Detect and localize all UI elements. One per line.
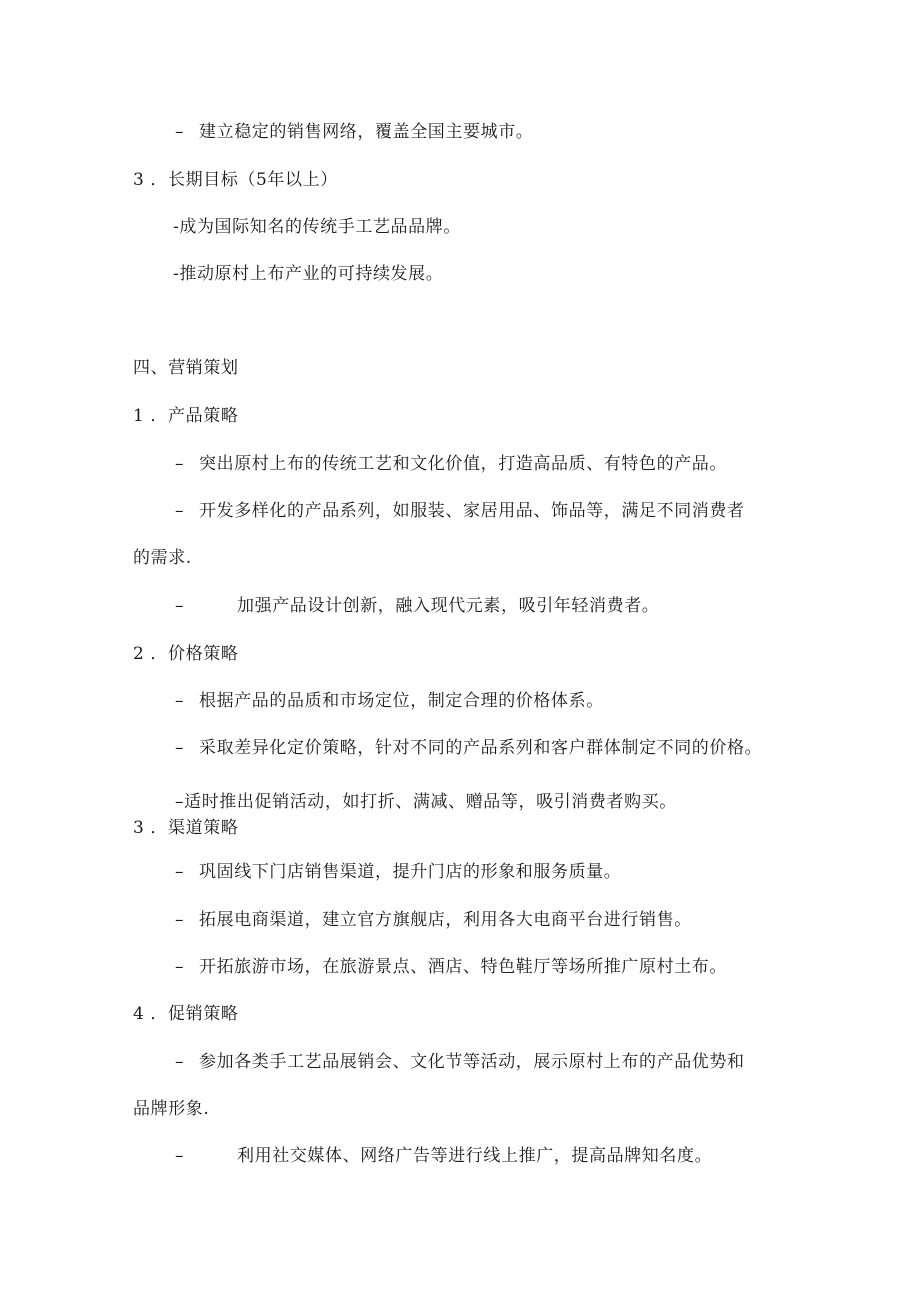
- line-text: 巩固线下门店销售渠道，提升门店的形象和服务质量。: [199, 862, 622, 882]
- bullet-sustainable-development: -推动原村上布产业的可持续发展。: [173, 264, 444, 284]
- bullet-promotions: –适时推出促销活动，如打折、满减、赠品等，吸引消费者购买。: [175, 792, 677, 812]
- line-text: 采取差异化定价策略，针对不同的产品系列和客户群体制定不同的价格。: [199, 738, 763, 758]
- line-text: 拓展电商渠道，建立官方旗舰店，利用各大电商平台进行销售。: [199, 910, 692, 930]
- dash-marker: –: [175, 501, 185, 521]
- dash-marker: –: [175, 122, 185, 142]
- line-text: 参加各类手工艺品展销会、文化节等活动，展示原村上布的产品优势和: [199, 1052, 745, 1072]
- line-text: 开拓旅游市场，在旅游景点、酒店、特色鞋厅等场所推广原村土布。: [199, 957, 727, 977]
- dash-marker: –: [175, 1146, 185, 1166]
- bullet-tourism-market: [175, 956, 727, 978]
- bullet-product-series: [175, 500, 745, 522]
- bullet-design-innovation: [175, 595, 659, 617]
- bullet-ecommerce: [175, 909, 692, 931]
- bullet-international-brand: -成为国际知名的传统手工艺品品牌。: [173, 217, 461, 237]
- line-text: 根据产品的品质和市场定位，制定合理的价格体系。: [199, 691, 604, 711]
- heading-promotion-strategy: 4 ．促销策略: [133, 1004, 239, 1024]
- heading-product-strategy: 1 ．产品策略: [133, 406, 239, 426]
- bullet-online-promotion: [175, 1145, 712, 1167]
- bullet-product-series-continued: 的需求.: [133, 548, 192, 568]
- line-text: 建立稳定的销售网络，覆盖全国主要城市。: [199, 122, 534, 142]
- bullet-exhibitions-continued: 品牌形象.: [133, 1099, 210, 1119]
- bullet-differential-pricing: [175, 737, 762, 759]
- bullet-offline-stores: [175, 861, 621, 883]
- dash-marker: –: [175, 862, 185, 882]
- dash-marker: –: [175, 596, 185, 616]
- bullet-product-highlight: [175, 453, 727, 475]
- line-text: 突出原村上布的传统工艺和文化价值，打造高品质、有特色的产品。: [199, 454, 727, 474]
- line-text: 利用社交媒体、网络广告等进行线上推广，提高品牌知名度。: [237, 1146, 713, 1166]
- heading-price-strategy: 2 ．价格策略: [133, 644, 239, 664]
- bullet-price-system: [175, 690, 604, 712]
- section-title-marketing-plan: 四、营销策划: [133, 358, 239, 378]
- heading-channel-strategy: 3 ．渠道策略: [133, 818, 239, 838]
- dash-marker: –: [175, 1052, 185, 1072]
- dash-marker: –: [175, 738, 185, 758]
- bullet-exhibitions: [175, 1051, 745, 1073]
- line-text: 开发多样化的产品系列，如服装、家居用品、饰品等，满足不同消费者: [199, 501, 745, 521]
- dash-marker: –: [175, 454, 185, 474]
- dash-marker: –: [175, 957, 185, 977]
- bullet-sales-network: [175, 121, 533, 143]
- dash-marker: –: [175, 910, 185, 930]
- line-text: 加强产品设计创新，融入现代元素，吸引年轻消费者。: [237, 596, 660, 616]
- dash-marker: –: [175, 691, 185, 711]
- heading-long-term-goal: 3 ．长期目标（5年以上）: [133, 170, 338, 190]
